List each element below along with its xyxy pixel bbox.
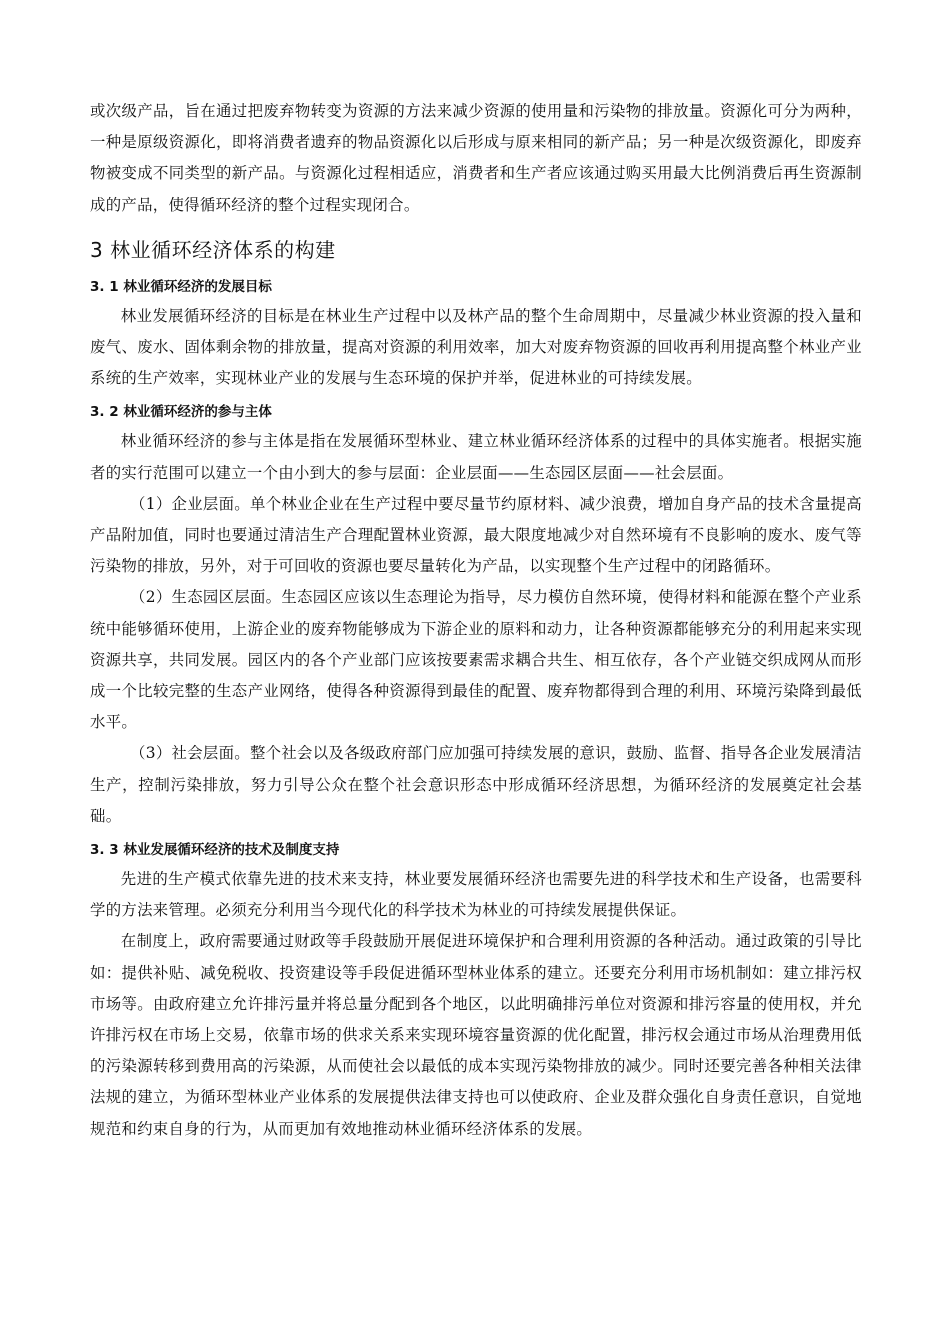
document-page [90, 96, 862, 1145]
section-3-2-heading: 3. 2 林业循环经济的参与主体 [90, 404, 272, 421]
section-3-3-heading: 3. 3 林业发展循环经济的技术及制度支持 [90, 842, 340, 859]
section-3-2-eco-park-level: （2）生态园区层面。生态园区应该以生态理论为指导，尽力模仿自然环境，使得材料和能源在整个产业系统中能够循环使用，上游企业的废弃物能够成为下游企业的原料和动力，让各种资源都能够充分的利用起来实现资源共享，共同发展。园区内的各个产业部门应该按要素需求耦合共生、相互依存，各个产业链交织成网从而形成一个比较完整的生态产业网络，使得各种资源得到最佳的配置、废弃物都得到合理的利用、环境污染降到最低水平。 [90, 588, 862, 732]
section-3-heading: 3 林业循环经济体系的构建 [90, 237, 336, 262]
section-3-3-paragraph-policy: 在制度上，政府需要通过财政等手段鼓励开展促进环境保护和合理利用资源的各种活动。通过政策的引导比如：提供补贴、减免税收、投资建设等手段促进循环型林业体系的建立。还要充分利用市场机制如：建立排污权市场等。由政府建立允许排污量并将总量分配到各个地区，以此明确排污单位对资源和排污容量的使用权，并允许排污权在市场上交易，依靠市场的供求关系来实现环境容量资源的优化配置，排污权会通过市场从治理费用低的污染源转移到费用高的污染源，从而使社会以最低的成本实现污染物排放的减少。同时还要完善各种相关法律法规的建立，为循环型林业产业体系的发展提供法律支持也可以使政府、企业及群众强化自身责任意识，自觉地规范和约束自身的行为，从而更加有效地推动林业循环经济体系的发展。 [90, 932, 862, 1138]
section-3-1-heading: 3. 1 林业循环经济的发展目标 [90, 278, 272, 295]
section-3-1-paragraph: 林业发展循环经济的目标是在林业生产过程中以及林产品的整个生命周期中，尽量减少林业资源的投入量和废气、废水、固体剩余物的排放量，提高对资源的利用效率，加大对废弃物资源的回收再利用提高整个林业产业系统的生产效率，实现林业产业的发展与生态环境的保护并举，促进林业的可持续发展。 [90, 306, 862, 388]
section-3-3-paragraph-tech: 先进的生产模式依靠先进的技术来支持，林业要发展循环经济也需要先进的科学技术和生产设备，也需要科学的方法来管理。必须充分利用当今现代化的科学技术为林业的可持续发展提供保证。 [90, 870, 862, 920]
intro-paragraph: 或次级产品，旨在通过把废弃物转变为资源的方法来减少资源的使用量和污染物的排放量。资源化可分为两种，一种是原级资源化，即将消费者遗弃的物品资源化以后形成与原来相同的新产品；另一种是次级资源化，即废弃物被变成不同类型的新产品。与资源化过程相适应，消费者和生产者应该通过购买用最大比例消费后再生资源制成的产品，使得循环经济的整个过程实现闭合。 [90, 102, 862, 214]
section-3-2-paragraph-intro: 林业循环经济的参与主体是指在发展循环型林业、建立林业循环经济体系的过程中的具体实施者。根据实施者的实行范围可以建立一个由小到大的参与层面：企业层面——生态园区层面——社会层面。 [90, 432, 862, 482]
section-3-2-society-level: （3）社会层面。整个社会以及各级政府部门应加强可持续发展的意识，鼓励、监督、指导各企业发展清洁生产，控制污染排放，努力引导公众在整个社会意识形态中形成循环经济思想，为循环经济的发展奠定社会基础。 [90, 744, 862, 825]
section-3-2-enterprise-level: （1）企业层面。单个林业企业在生产过程中要尽量节约原材料、减少浪费，增加自身产品的技术含量提高产品附加值，同时也要通过清洁生产合理配置林业资源，最大限度地减少对自然环境有不良影响的废水、废气等污染物的排放，另外，对于可回收的资源也要尽量转化为产品，以实现整个生产过程中的闭路循环。 [90, 494, 862, 576]
